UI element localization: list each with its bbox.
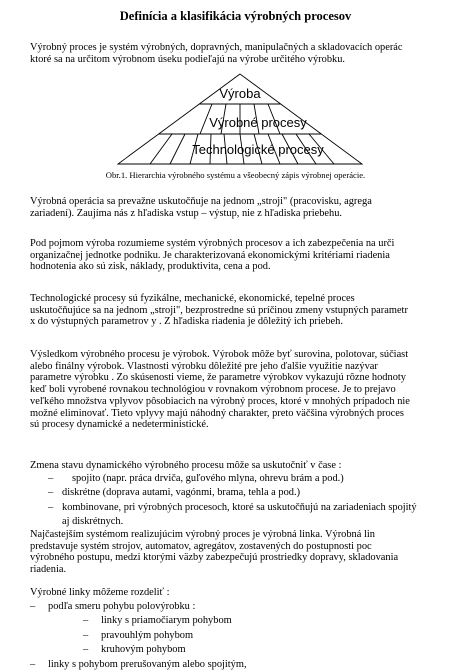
text-line: zariadení). Zaujíma nás z hľadiska vstup – výstup, nie z hľadiska priebehu. <box>30 207 342 219</box>
list-item: pravouhlým pohybom <box>101 630 194 641</box>
bullet-marker: – <box>48 487 54 498</box>
text-line: Technologické procesy sú fyzikálne, mechanické, ekonomické, tepelné proces <box>30 293 355 304</box>
bullet-marker: – <box>48 473 54 484</box>
pyramid-level-2: Výrobné procesy <box>209 115 307 130</box>
list-marker: – <box>83 644 89 655</box>
list-marker: – <box>30 659 36 670</box>
paragraph-production-line <box>30 529 471 576</box>
bullet-marker: – <box>48 502 54 513</box>
text-line: alebo finálny výrobok. Vlastnosti výrobku dôležité pre jeho ďalšie využitie nazývar <box>30 360 378 372</box>
text-line: výrobného postupu, medzi ktorými väzby zabezpečujú prostriedky dopravy, skladovania <box>30 552 399 564</box>
text-line: uskutočňujúce sa na jednom „stroji", bezprostredne sú príčinou zmeny vstupných parametr <box>30 304 408 316</box>
bullet-item: diskrétne (doprava autami, vagónmi, brama, tehla a pod.) <box>62 487 301 498</box>
text-line: Pod pojmom výroba rozumieme systém výrobných procesov a ich zabezpečenia na urči <box>30 238 395 249</box>
bullet-item-continuation: aj diskrétnych. <box>62 516 124 527</box>
paragraph-line-division: Výrobné linky môžeme rozdeliť : <box>30 587 170 598</box>
text-line: Výsledkom výrobného procesu je výrobok. Výrobok môže byť surovina, polotovar, súčiast <box>30 349 409 360</box>
paragraph-operation <box>30 196 471 219</box>
text-line: sú procesy dynamické a nedeterministické. <box>30 419 209 431</box>
text-line: Výrobný proces je systém výrobných, dopravných, manipulačných a skladovacích operác <box>30 42 403 53</box>
text-line: riadenia. <box>30 564 67 576</box>
list-marker: – <box>30 601 36 612</box>
paragraph-product <box>30 349 471 431</box>
text-line: predstavuje systém strojov, automatov, agregátov, zostavených do postupnosti poc <box>30 540 372 552</box>
text-line: keď boli vyrobené rovnakou technológiou v rovnakom výrobnom procese. Je to prejavo <box>30 384 396 396</box>
paragraph-production <box>30 238 471 273</box>
text-line: x do výstupných parametrov y . Z hľadiska riadenia je dôležitý ich priebeh. <box>30 316 343 328</box>
paragraph-technological <box>30 293 471 328</box>
bullet-item: kombinovane, pri výrobných procesoch, ktoré sa uskutočňujú na zariadeniach spojitý <box>62 502 417 513</box>
text-line: veľkého množstva vplyvov pôsobiacich na výrobný proces, ktoré v mnohých prípadoch nie <box>30 395 410 407</box>
list-item: kruhovým pohybom <box>101 644 186 655</box>
document-title: Definícia a klasifikácia výrobných procesov <box>119 9 352 23</box>
text-line: Najčastejším systémom realizujúcim výrobný proces je výrobná linka. Výrobná lin <box>30 529 375 540</box>
list-marker: – <box>83 615 89 626</box>
list-item: linky s pohybom prerušovaným alebo spojitým, <box>48 659 247 670</box>
hierarchy-pyramid-figure <box>0 0 471 172</box>
list-item: linky s priamočiarym pohybom <box>101 615 232 626</box>
text-line: Výrobná operácia sa prevažne uskutočňuje na jednom „stroji" (pracovisku, agrega <box>30 196 372 207</box>
text-line: organizačnej jednotke podniku. Je charakterizovaná ekonomickými kritériami riadenia <box>30 249 390 261</box>
bullet-item: spojito (napr. práca drviča, guľového mlyna, ohrevu brám a pod.) <box>72 473 344 484</box>
pyramid-level-3: Technologické procesy <box>192 142 324 157</box>
text-line: parametre výrobku . Zo skúsenosti vieme, že parametre výrobkov vykazujú rôzne hodnoty <box>30 372 406 384</box>
pyramid-level-1: Výroba <box>219 86 261 101</box>
paragraph-state-change: Zmena stavu dynamického výrobného procesu môže sa uskutočniť v čase : <box>30 460 342 471</box>
text-line: ktoré sa na určitom výrobnom úseku podieľajú na výrobe určitého výrobku. <box>30 53 345 65</box>
text-line: možné eliminovať. Tieto vplyvy majú náhodný charakter, preto väčšina výrobných proces <box>30 407 404 419</box>
list-item: podľa smeru pohybu polovýrobku : <box>48 601 196 612</box>
list-marker: – <box>83 630 89 641</box>
text-line: hodnotenia ako sú zisk, náklady, produktivita, cena a pod. <box>30 261 271 273</box>
figure-caption: Obr.1. Hierarchia výrobného systému a všeobecný zápis výrobnej operácie. <box>105 170 366 180</box>
